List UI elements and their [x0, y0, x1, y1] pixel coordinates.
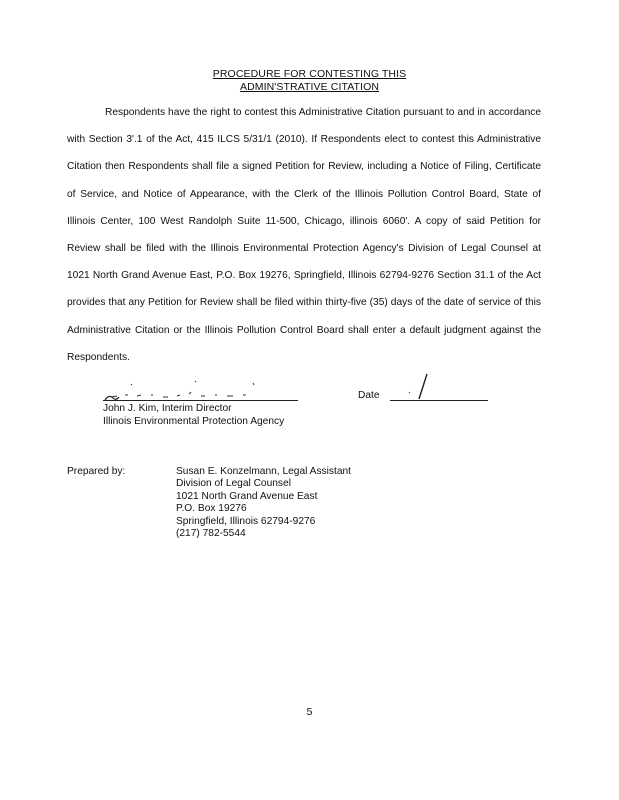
signature-line — [103, 400, 298, 401]
handwritten-signature — [103, 375, 298, 401]
document-title-line-1: PROCEDURE FOR CONTESTING THIS — [212, 68, 407, 80]
preparer-line: Springfield, Illinois 62794-9276 — [176, 515, 316, 527]
prepared-by-label: Prepared by: — [67, 466, 126, 477]
preparer-line: Division of Legal Counsel — [176, 478, 291, 490]
date-line — [390, 400, 488, 401]
preparer-line: 1021 North Grand Avenue East — [176, 490, 318, 502]
signatory-name: John J. Kim, Interim Director — [103, 403, 232, 414]
preparer-line: P.O. Box 19276 — [176, 503, 247, 515]
preparer-line: Susan E. Konzelmann, Legal Assistant — [176, 466, 351, 477]
procedure-paragraph: Respondents have the right to contest this Administrative Citation pursuant to and in accordance with Section 3'.1 of the Act, 415 ILCS 5/31/1 (2010). If Respondents elect to contest this Administrative Citation then Respondents shall file a signed Petition for Review, including a Notice of Filing, Certificate of Service, and Notice of Appearance, with the Clerk of the Illinois Pollution Control Board, State of Illinois Center, 100 West Randolph Suite 11-500, Chicago, illinois 6060'. A copy of said Petition for Review shall be filed with the Illinois Environmental Protection Agency's Division of Legal Counsel at 1021 North Grand Avenue East, P.O. Box 19276, Springfield, Illinois 62794-9276 Section 31.1 of the Act provides that any Petition for Review shall be filed within thirty-five (35) days of the date of service of this Administrative Citation or the Illinois Pollution Control Board shall enter a default judgment against the Respondents. — [67, 107, 541, 363]
signatory-organization: Illinois Environmental Protection Agency — [103, 416, 285, 427]
page-number: 5 — [306, 706, 313, 718]
document-title-line-2: ADMIN'STRATIVE CITATION — [239, 81, 380, 93]
date-label: Date — [358, 390, 380, 401]
prepared-by-block — [176, 466, 351, 540]
preparer-line: (217) 782-5544 — [176, 528, 246, 540]
handwritten-date-mark — [405, 372, 445, 402]
